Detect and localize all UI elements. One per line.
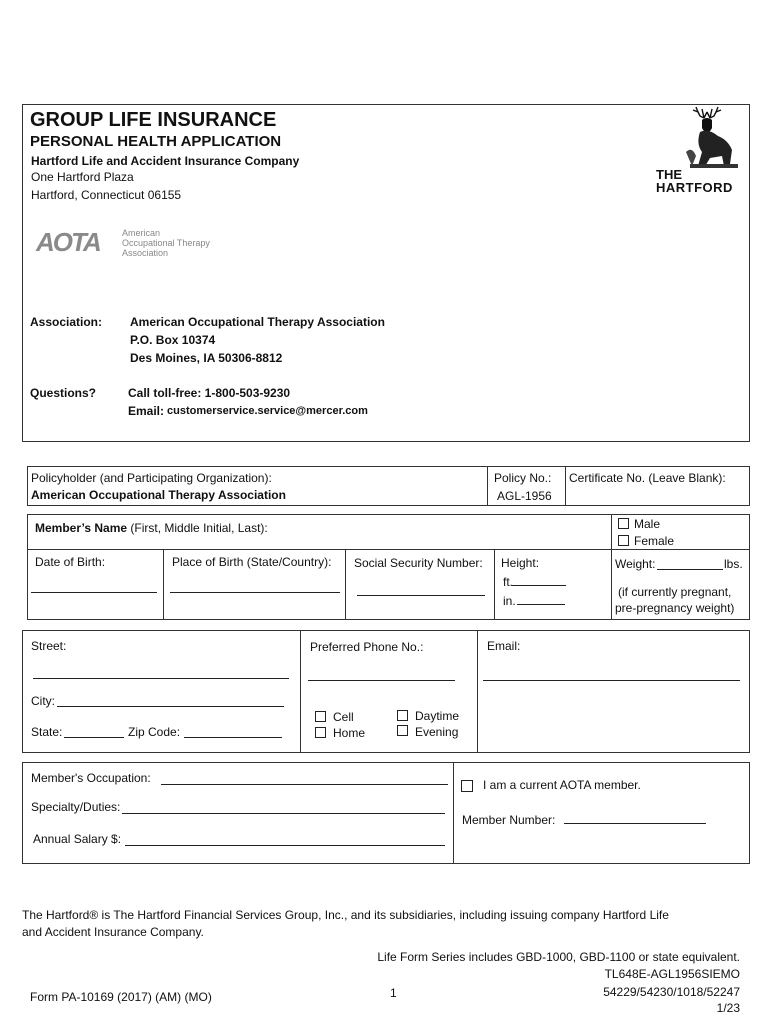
height-in-label: in. [503,594,516,608]
state-field[interactable] [64,737,124,738]
pregnant-note-1: (if currently pregnant, [618,585,732,599]
email-label: Email: [487,639,521,653]
form-code-2: 54229/54230/1018/52247 [603,985,740,999]
phone-label: Preferred Phone No.: [310,640,424,654]
company-name: Hartford Life and Accident Insurance Company [31,154,300,168]
weight-label: Weight: [615,557,656,571]
certificate-label: Certificate No. (Leave Blank): [569,471,726,485]
dob-field[interactable] [31,592,157,593]
height-in-field[interactable] [517,604,565,605]
association-city: Des Moines, IA 50306-8812 [130,351,283,365]
city-label: City: [31,694,55,708]
zip-field[interactable] [184,737,282,738]
logo-the: THE [656,167,682,182]
company-address-1: One Hartford Plaza [31,170,134,184]
page-number: 1 [390,986,397,1000]
aota-line-3: Association [122,248,169,258]
cell-label: Cell [333,710,354,724]
height-ft-field[interactable] [512,585,566,586]
specialty-field[interactable] [122,813,445,814]
pregnant-note-2: pre-pregnancy weight) [615,601,735,615]
association-name: American Occupational Therapy Association [130,315,385,329]
member-number-label: Member Number: [462,813,556,827]
city-field[interactable] [57,706,284,707]
state-label: State: [31,725,63,739]
aota-member-label: I am a current AOTA member. [483,778,641,792]
dob-label: Date of Birth: [35,555,106,569]
form-title: GROUP LIFE INSURANCE [30,109,277,131]
email-field[interactable] [483,680,740,681]
height-label: Height: [501,556,540,570]
street-label: Street: [31,639,67,653]
zip-label: Zip Code: [128,725,181,739]
disclaimer-line-2: and Accident Insurance Company. [22,925,204,939]
home-label: Home [333,726,366,740]
aota-line-1: American [122,228,161,238]
ssn-field[interactable] [357,595,485,596]
form-subtitle: PERSONAL HEALTH APPLICATION [30,133,282,150]
pob-field[interactable] [170,592,340,593]
cell-checkbox[interactable] [315,711,326,722]
questions-email: customerservice.service@mercer.com [167,405,368,417]
evening-checkbox[interactable] [397,725,408,736]
home-checkbox[interactable] [315,727,326,738]
ssn-label: Social Security Number: [354,556,483,570]
questions-label: Questions? [30,386,97,400]
association-po-box: P.O. Box 10374 [130,333,216,347]
height-ft-label: ft. [503,575,514,589]
aota-logo [36,227,210,258]
aota-mark: AOTA [36,227,100,257]
policy-no-label: Policy No.: [494,471,552,485]
policyholder-value: American Occupational Therapy Association [31,488,286,502]
policy-no-value: AGL-1956 [497,489,552,503]
daytime-label: Daytime [415,709,460,723]
female-label: Female [634,534,675,548]
weight-field[interactable] [657,569,723,570]
stag-icon [680,106,740,170]
daytime-checkbox[interactable] [397,710,408,721]
form-series: Life Form Series includes GBD-1000, GBD-1100 or state equivalent. [377,950,740,964]
hartford-logo [656,106,746,198]
form-code-3: 1/23 [716,1001,740,1015]
questions-phone: Call toll-free: 1-800-503-9230 [128,386,291,400]
form-code-1: TL648E-AGL1956SIEMO [604,967,740,981]
aota-line-2: Occupational Therapy [122,238,210,248]
specialty-label: Specialty/Duties: [31,800,121,814]
company-address-2: Hartford, Connecticut 06155 [31,188,182,202]
occupation-label: Member's Occupation: [31,771,151,785]
logo-hartford: HARTFORD [656,180,733,195]
male-checkbox[interactable] [618,518,629,529]
disclaimer-line-1: The Hartford® is The Hartford Financial Services Group, Inc., and its subsidiaries, including issuing company Hartford Life [22,908,669,922]
member-name-label: Member’s Name (First, Middle Initial, Last): [35,521,268,535]
salary-field[interactable] [125,845,445,846]
occupation-field[interactable] [161,784,448,785]
phone-field[interactable] [308,680,455,681]
aota-member-checkbox[interactable] [461,780,473,792]
member-number-field[interactable] [564,823,706,824]
female-checkbox[interactable] [618,535,629,546]
pob-label: Place of Birth (State/Country): [172,555,332,569]
form-number: Form PA-10169 (2017) (AM) (MO) [30,990,212,1004]
evening-label: Evening [415,725,459,739]
questions-email-label: Email: [128,404,165,418]
weight-lbs: lbs. [724,557,743,571]
policyholder-label: Policyholder (and Participating Organization): [31,471,272,485]
male-label: Male [634,517,661,531]
salary-label: Annual Salary $: [33,832,122,846]
association-label: Association: [30,315,103,329]
street-field[interactable] [33,678,289,679]
